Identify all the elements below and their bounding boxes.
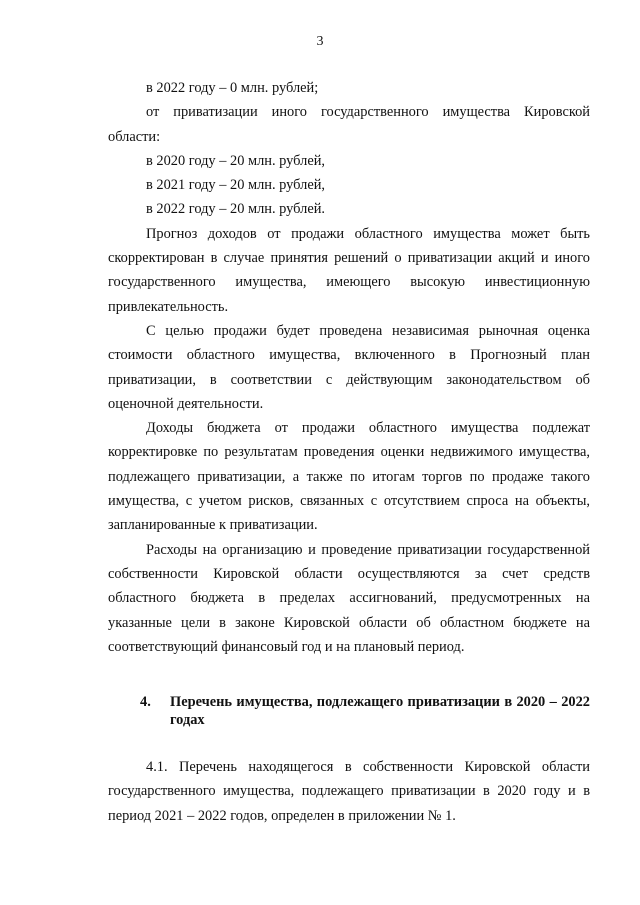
paragraph-budget-revenue-adjustment: Доходы бюджета от продажи областного имущества подлежат корректировке по результатам проведения оценки недвижимого имущества, подлежащего приватизации, а также по итогам торгов по продаже такого имущества, с учетом рисков, связанных с отсутствием спроса на объекты, запланированные к приватизации.: [108, 420, 590, 534]
paragraph-privatization-expenses: Расходы на организацию и проведение приватизации государственной собственности Кировской области осуществляются за счет средств областного бюджета в пределах ассигнований, предусмотренных на указанные цели в законе Кировской области об областном бюджете на соответствующий финансовый год и на плановый период.: [108, 541, 590, 655]
section-title: Перечень имущества, подлежащего приватизации в 2020 – 2022 годах: [170, 694, 590, 729]
document-body: [108, 76, 590, 828]
page-number: 3: [316, 34, 324, 49]
subsection-4-1: 4.1. Перечень находящегося в собственности Кировской области государственного имущества, подлежащего приватизации в 2020 году и в период 2021 – 2022 годов, определен в приложении № 1.: [108, 759, 590, 824]
paragraph-revenue-2020: в 2020 году – 20 млн. рублей,: [146, 152, 326, 169]
paragraph-market-valuation: С целью продажи будет проведена независимая рыночная оценка стоимости областного имущества, включенного в Прогнозный план приватизации, в соответствии с действующим законодательством об оценочной деятельности.: [108, 322, 590, 412]
paragraph-revenue-2022-shares: в 2022 году – 0 млн. рублей;: [146, 80, 319, 96]
paragraph-other-property-intro: от приватизации иного государственного имущества Кировской области:: [108, 104, 590, 145]
section-number: 4.: [140, 694, 151, 711]
paragraph-revenue-2022: в 2022 году – 20 млн. рублей.: [146, 201, 326, 218]
paragraph-revenue-2021: в 2021 году – 20 млн. рублей,: [146, 177, 326, 194]
section-heading: [108, 693, 590, 729]
paragraph-forecast-adjustment: Прогноз доходов от продажи областного имущества может быть скорректирован в случае принятия решений о приватизации акций и иного государственного имущества, имеющего высокую инвестиционную привлекательность.: [108, 225, 590, 315]
